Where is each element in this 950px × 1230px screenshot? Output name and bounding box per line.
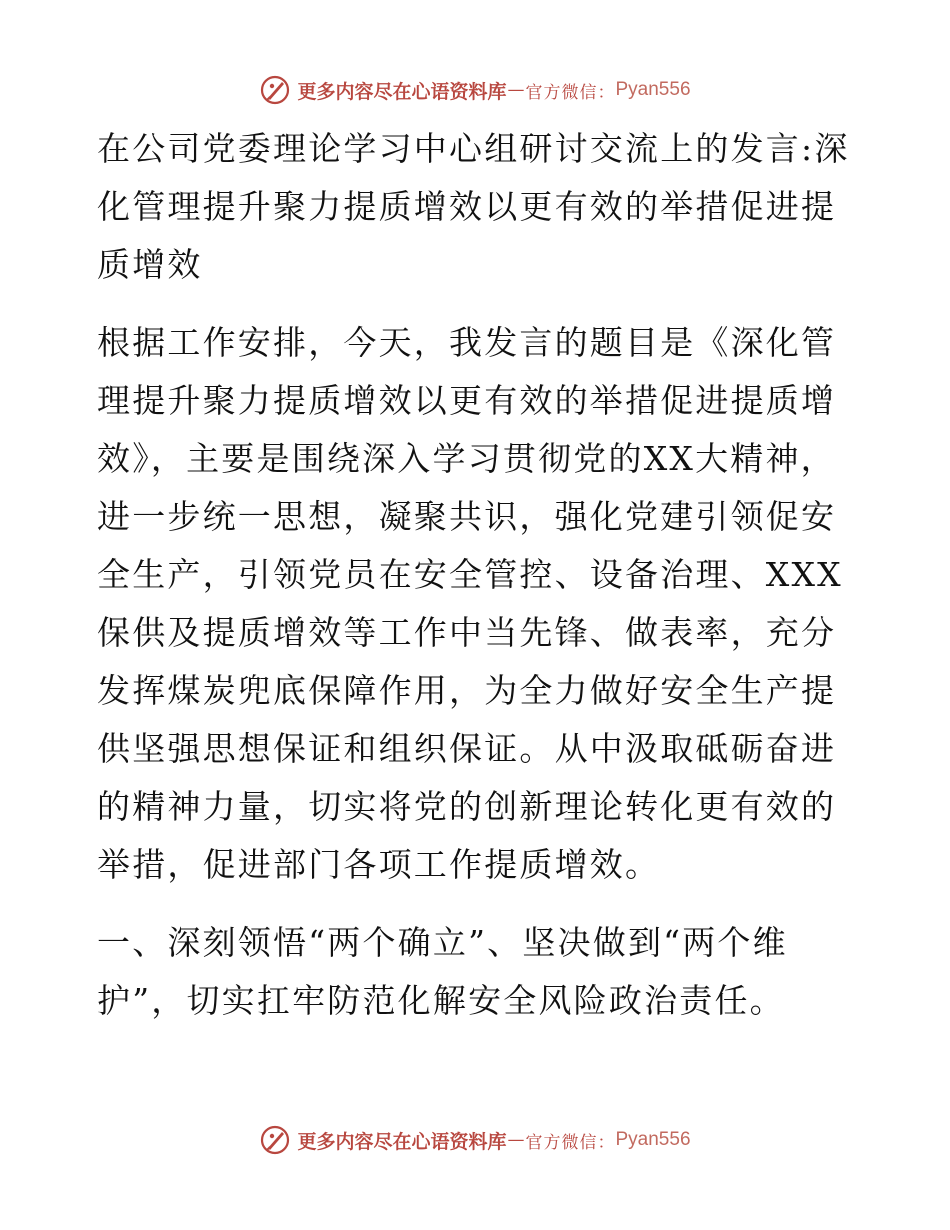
banner-brand: 更多内容尽在心语资料库 [297, 80, 507, 103]
document-body [97, 120, 857, 1030]
banner-wechat-id: Pyan556 [615, 1129, 691, 1150]
banner-official-label: 官方微信： [525, 1132, 616, 1153]
banner-official-label: 官方微信： [525, 82, 616, 103]
paragraph-1: 根据工作安排，今天，我发言的题目是《深化管理提升聚力提质增效以更有效的举措促进提质增效》，主要是围绕深入学习贯彻党的XX大精神，进一步统一思想，凝聚共识，强化党建引领促安全生产，引领党员在安全管控、设备治理、XXX保供及提质增效等工作中当先锋、做表率，充分发挥煤炭兜底保障作用，为全力做好安全生产提供坚强思想保证和组织保证。从中汲取砥砺奋进的精神力量，切实将党的创新理论转化更有效的举措，促进部门各项工作提质增效。 [97, 323, 843, 884]
quill-pen-logo-icon [259, 1124, 291, 1156]
banner-brand: 更多内容尽在心语资料库 [297, 1130, 507, 1153]
section-heading-1: 一、深刻领悟“两个确立”、坚决做到“两个维护”，切实扛牢防范化解安全风险政治责任。 [97, 923, 788, 1020]
header-banner [0, 70, 950, 110]
banner-wechat-id: Pyan556 [615, 79, 691, 100]
quill-pen-logo-icon [259, 74, 291, 106]
banner-dash: — [507, 1130, 525, 1150]
footer-banner [0, 1120, 950, 1160]
banner-dash: — [507, 80, 525, 100]
document-title: 在公司党委理论学习中心组研讨交流上的发言:深化管理提升聚力提质增效以更有效的举措促进提质增效 [97, 129, 850, 284]
